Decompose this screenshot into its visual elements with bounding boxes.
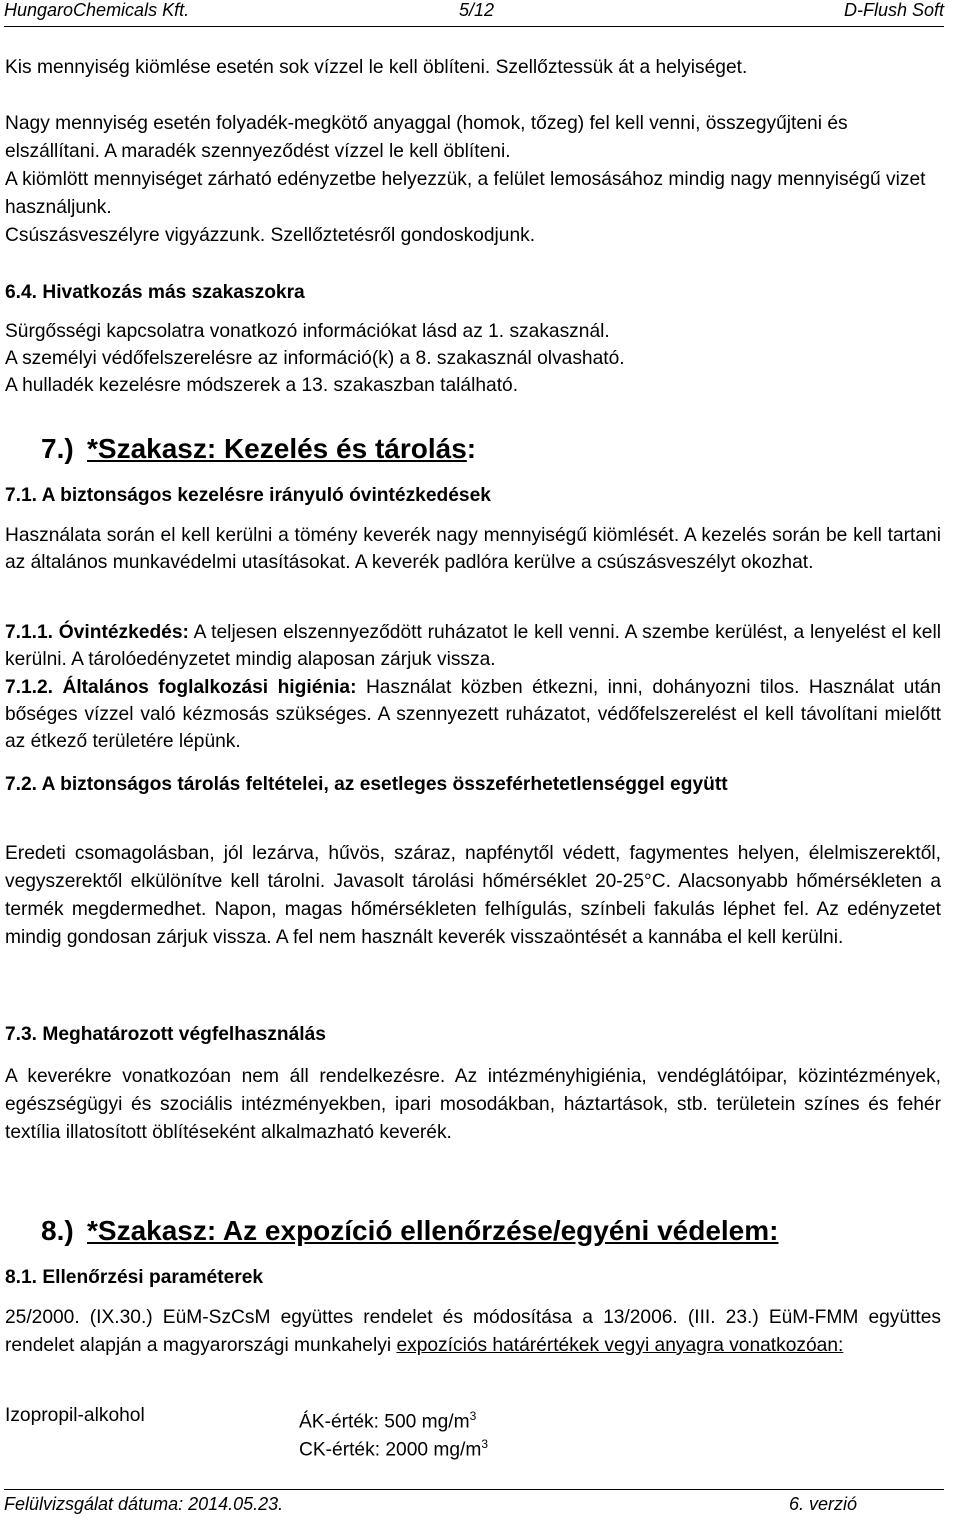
header-rule (4, 26, 944, 27)
label-7-1-1: 7.1.1. Óvintézkedés: (5, 622, 189, 643)
limit-ck (299, 1430, 699, 1464)
limit-ck-text: CK-érték: 2000 mg/m (299, 1439, 482, 1461)
paragraph-ref-section-13: A hulladék kezelésre módszerek a 13. szakaszban található. (5, 375, 519, 396)
section-8-heading (41, 1214, 941, 1248)
footer-rule (4, 1489, 944, 1490)
paragraph-handling: Használata során el kell kerülni a tömény keverék nagy mennyiségű kiömlését. A kezelés során be kell tartani az általános munkavédelmi utasításokat. A keverék padlóra kerülve a csúszásveszélyt okozhat. (5, 525, 941, 573)
subheading-7-3: 7.3. Meghatározott végfelhasználás (5, 1024, 326, 1045)
header-page-number: 5/12 (459, 0, 495, 20)
paragraph-container: A kiömlött mennyiséget zárható edényzetbe helyezzük, a felület lemosásához mindig nagy mennyiségű vizet használjunk. (5, 169, 926, 218)
label-7-1-2: 7.1.2. Általános foglalkozási higiénia: (5, 677, 357, 698)
regulation-text: 25/2000. (IX.30.) EüM-SzCsM együttes rendelet és módosítása a 13/2006. (III. 23.) EüM-FMM együttes rendelet alapján a magyarországi munkahelyi (5, 1307, 941, 1356)
section-8-number: 8.) (41, 1215, 74, 1246)
text-7-1-1: A teljesen elszennyeződött ruházatot le kell venni. A szembe kerülést, a lenyelést el kell kerülni. A tárolóedényzetet mindig alaposan zárjuk vissza. (5, 622, 942, 670)
paragraph-slip-hazard: Csúszásveszélyre vigyázzunk. Szellőztetésről gondoskodjunk. (5, 225, 536, 246)
paragraph-storage: Eredeti csomagolásban, jól lezárva, hűvös, száraz, napfénytől védett, fagymentes helyen, élelmiszerektől, vegyszerektől elkülönítve kell tárolni. Javasolt tárolási hőmérséklet 20-25°C. Alacsonyabb hőmérsékleten a termék megdermedhet. Napon, magas hőmérsékleten felhígulás, színbeli fakulás léphet fel. Az edényzetet mindig gondosan zárjuk vissza. A fel nem használt keverék visszaöntését a kannába el kell kerülni. (5, 843, 941, 948)
paragraph-end-use: A keverékre vonatkozóan nem áll rendelkezésre. Az intézményhigiénia, vendéglátóipar, közintézmények, egészségügyi és szociális intézményekben, ipari mosodákban, háztartások, stb. területein színes és fehér textília illatosított öblítéseként alkalmazható keverék. (5, 1066, 941, 1143)
regulation-underlined: expozíciós határértékek vegyi anyagra vonatkozóan: (396, 1335, 844, 1356)
paragraph-large-spill: Nagy mennyiség esetén folyadék-megkötő anyaggal (homok, tőzeg) fel kell venni, összegyűjteni és elszállítani. A maradék szennyeződést vízzel le kell öblíteni. (5, 113, 848, 162)
footer-revision-date: Felülvizsgálat dátuma: 2014.05.23. (4, 1494, 284, 1514)
paragraph-regulation (5, 1304, 941, 1360)
section-7-heading (41, 432, 921, 466)
paragraph-small-spill: Kis mennyiség kiömlése esetén sok vízzel le kell öblíteni. Szellőztessük át a helyiséget. (5, 57, 748, 78)
page-header (4, 0, 944, 22)
header-product: D-Flush Soft (843, 0, 944, 20)
section-7-title: *Szakasz: Kezelés és tárolás (87, 433, 467, 464)
subheading-7-2: 7.2. A biztonságos tárolás feltételei, az esetleges összeférhetetlenséggel együtt (5, 774, 728, 795)
substance-name: Izopropil-alkohol (5, 1405, 145, 1426)
limit-ck-superscript: 3 (481, 1437, 489, 1451)
paragraph-7-1-1 (5, 619, 941, 673)
header-company: HungaroChemicals Kft. (4, 0, 190, 20)
paragraph-7-1-2 (5, 674, 941, 755)
subheading-8-1: 8.1. Ellenőrzési paraméterek (5, 1267, 264, 1288)
section-7-colon: : (466, 433, 477, 464)
subheading-7-1: 7.1. A biztonságos kezelésre irányuló óvintézkedések (5, 485, 491, 506)
section-7-number: 7.) (41, 433, 74, 464)
text-7-1-2: Használat közben étkezni, inni, dohányozni tilos. Használat után bőséges vízzel való kézmosás szükséges. A szennyezett ruházatot, védőfelszerelést el kell távolítani mielőtt az étkező területére lépünk. (5, 677, 941, 752)
limit-ak-superscript: 3 (469, 1409, 477, 1423)
section-8-title: *Szakasz: Az expozíció ellenőrzése/egyéni védelem: (87, 1215, 779, 1246)
subheading-6-4: 6.4. Hivatkozás más szakaszokra (5, 282, 305, 303)
paragraph-ref-section-8: A személyi védőfelszerelésre az információ(k) a 8. szakasznál olvasható. (5, 348, 625, 369)
footer-version: 6. verzió (789, 1494, 858, 1514)
paragraph-ref-section-1: Sürgősségi kapcsolatra vonatkozó információkat lásd az 1. szakasznál. (5, 321, 610, 342)
limit-ak-text: ÁK-érték: 500 mg/m (299, 1411, 470, 1433)
